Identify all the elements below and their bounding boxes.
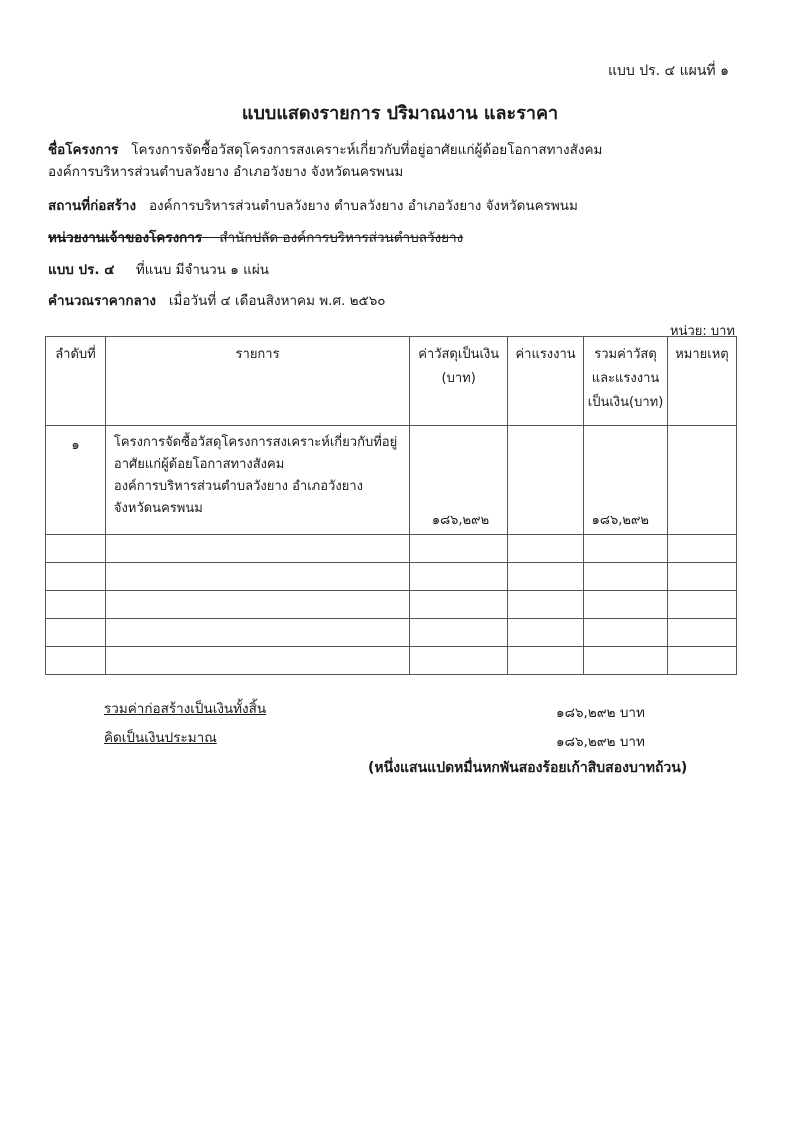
owner-label: หน่วยงานเจ้าของโครงการ [48, 230, 203, 246]
project-line-1 [48, 138, 602, 160]
header-item: รายการ [105, 337, 409, 426]
form-attach-line [48, 258, 269, 280]
amount-in-words: (หนึ่งแสนแปดหมื่นหกพันสองร้อยเก้าสิบสองบาทถ้วน) [368, 760, 688, 776]
table-row [46, 426, 737, 535]
site-label: สถานที่ก่อสร้าง [48, 198, 137, 214]
document-title: แบบแสดงรายการ ปริมาณงาน และราคา [241, 103, 559, 124]
project-name-2: องค์การบริหารส่วนตำบลวังยาง อำเภอวังยาง จังหวัดนครพนม [48, 164, 404, 180]
project-name-1: โครงการจัดซื้อวัสดุโครงการสงเคราะห์เกี่ยวกับที่อยู่อาศัยแก่ผู้ด้อยโอกาสทางสังคม [131, 142, 603, 158]
calc-date-label: คำนวณราคากลาง [48, 293, 157, 309]
header-no: ลำดับที่ [46, 337, 106, 426]
row-no: ๑ [46, 426, 106, 535]
form-attach-value: ที่แนบ มีจำนวน ๑ แผ่น [135, 262, 269, 278]
empty-row [46, 535, 737, 563]
empty-row [46, 647, 737, 675]
row-remark [668, 426, 737, 535]
empty-row [46, 591, 737, 619]
items-table [45, 336, 737, 675]
empty-row [46, 563, 737, 591]
total-value: ๑๘๖,๒๙๒ บาท [556, 705, 645, 721]
row-material-cost: ๑๘๖,๒๙๒ [410, 426, 508, 535]
owner-line [48, 226, 463, 248]
empty-row [46, 619, 737, 647]
form-attach-label: แบบ ปร. ๔ [48, 262, 115, 278]
calc-date-value: เมื่อวันที่ ๔ เดือนสิงหาคม พ.ศ. ๒๕๖๐ [168, 293, 386, 309]
table-header-row [46, 337, 737, 426]
row-total-cost: ๑๘๖,๒๙๒ [584, 426, 668, 535]
calc-date-line [48, 289, 386, 311]
unit-label: หน่วย: บาท [670, 324, 736, 339]
project-label: ชื่อโครงการ [48, 142, 119, 158]
header-material: ค่าวัสดุเป็นเงิน (บาท) [410, 337, 508, 426]
site-line [48, 194, 578, 216]
owner-value: สำนักปลัด องค์การบริหารส่วนตำบลวังยาง [219, 230, 464, 246]
row-labor-cost [508, 426, 584, 535]
approx-value: ๑๘๖,๒๙๒ บาท [556, 734, 645, 750]
row-description: โครงการจัดซื้อวัสดุโครงการสงเคราะห์เกี่ยวกับที่อยู่ อาศัยแก่ผู้ด้อยโอกาสทางสังคม องค์การบริหารส่วนตำบลวังยาง อำเภอวังยาง จังหวัดนครพนม [105, 426, 409, 535]
total-label: รวมค่าก่อสร้างเป็นเงินทั้งสิ้น [104, 701, 267, 717]
form-code: แบบ ปร. ๔ แผนที่ ๑ [608, 63, 729, 79]
header-total: รวมค่าวัสดุ และแรงงาน เป็นเงิน(บาท) [584, 337, 668, 426]
header-remark: หมายเหตุ [668, 337, 737, 426]
site-value: องค์การบริหารส่วนตำบลวังยาง ตำบลวังยาง อำเภอวังยาง จังหวัดนครพนม [148, 198, 578, 214]
approx-label: คิดเป็นเงินประมาณ [104, 730, 217, 746]
header-labor: ค่าแรงงาน [508, 337, 584, 426]
